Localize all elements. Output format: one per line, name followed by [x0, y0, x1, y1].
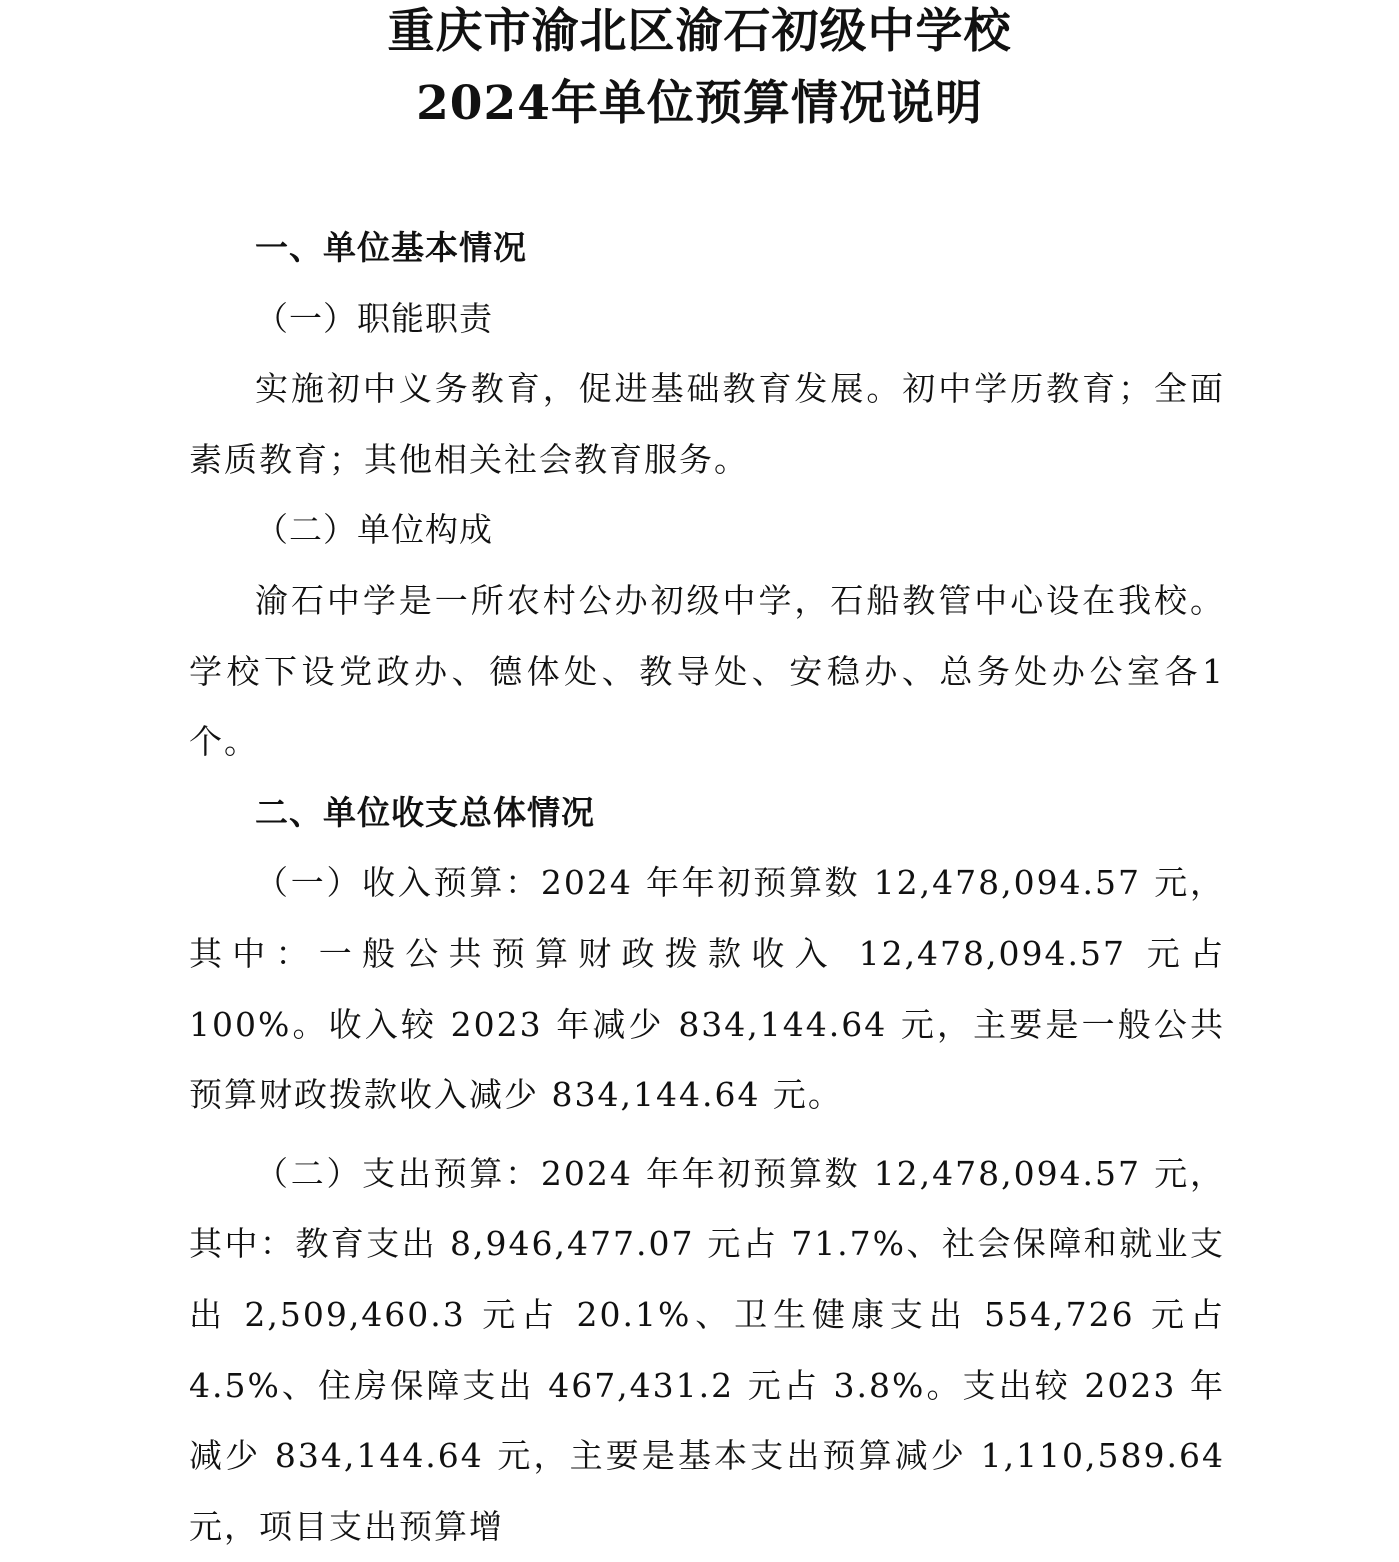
paragraph-functions: 实施初中义务教育，促进基础教育发展。初中学历教育；全面素质教育；其他相关社会教育服务。 — [189, 369, 1225, 479]
document-body — [189, 213, 1225, 1562]
document-title-line1: 重庆市渝北区渝石初级中学校 — [387, 4, 1012, 59]
paragraph-expense-budget: （二）支出预算：2024 年年初预算数 12,478,094.57 元，其中：教育支出 8,946,477.07 元占 71.7%、社会保障和就业支出 2,509,460.3 元占 20.1%、卫生健康支出 554,726 元占 4.5%、住房保障支出 467,431.2 元占 3.8%。支出较 2023 年减少 834,144.64 元，主要是基本支出预算减少 1,110,589.64 元，项目支出预算增 — [189, 1153, 1225, 1546]
document-title-line2: 2024年单位预算情况说明 — [416, 76, 983, 131]
subheading-functions: （一）职能职责 — [255, 298, 493, 338]
section-heading-budget-overview: 二、单位收支总体情况 — [255, 792, 595, 832]
paragraph-gap — [189, 1131, 1225, 1139]
subheading-composition: （二）单位构成 — [255, 510, 493, 550]
paragraph-income-budget: （一）收入预算：2024 年年初预算数 12,478,094.57 元，其中：一般公共预算财政拨款收入 12,478,094.57 元占 100%。收入较 2023 年减少 834,144.64 元，主要是一般公共预算财政拨款收入减少 834,144.64 元。 — [189, 863, 1225, 1115]
paragraph-composition: 渝石中学是一所农村公办初级中学，石船教管中心设在我校。学校下设党政办、德体处、教导处、安稳办、总务处办公室各1个。 — [189, 580, 1225, 762]
section-heading-basic-info: 一、单位基本情况 — [255, 228, 527, 267]
